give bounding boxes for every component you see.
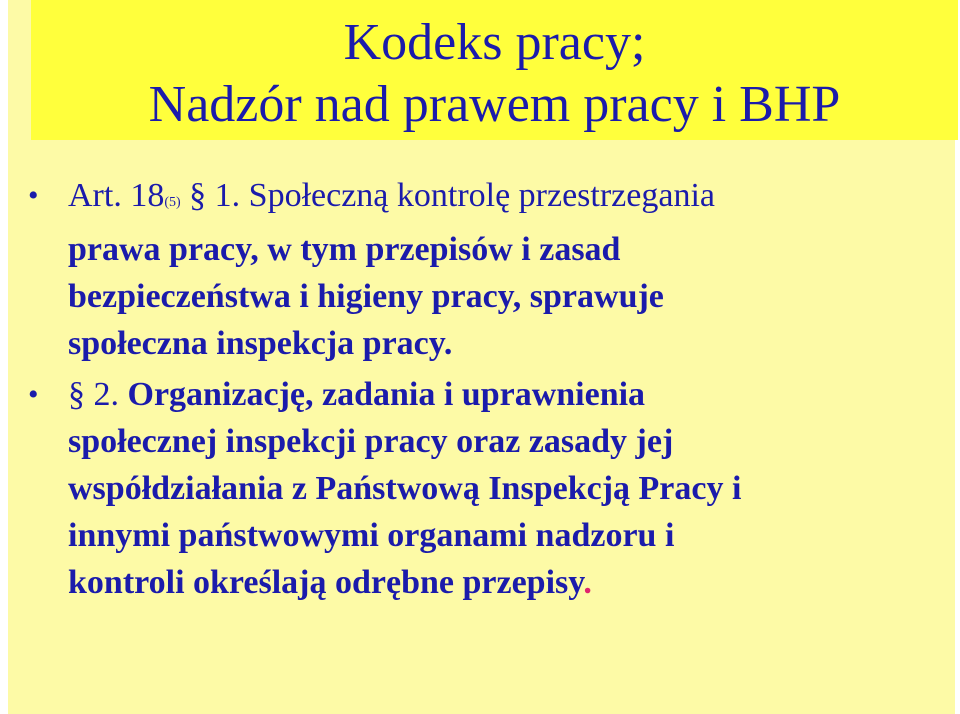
title-line-1: Kodeks pracy; <box>343 14 646 71</box>
slide-content <box>28 172 948 610</box>
bullet-2-line-3: współdziałania z Państwową Inspekcją Pracy i <box>68 470 742 507</box>
bullet-1-line-3: bezpieczeństwa i higieny pracy, sprawuje <box>68 278 664 315</box>
bullet-2-text-1: Organizację, zadania i uprawnienia <box>127 376 646 413</box>
article-superscript: (5) <box>164 195 181 210</box>
bullet-1-line-2: prawa pracy, w tym przepisów i zasad <box>68 231 621 268</box>
bullet-2-line-4: innymi państwowymi organami nadzoru i <box>68 517 675 554</box>
bullet-item-2 <box>28 371 948 606</box>
bullet-1-line-4: społeczna inspekcja pracy. <box>68 325 453 362</box>
slide-title <box>31 0 958 140</box>
slide <box>8 0 955 714</box>
bullet-marker: • <box>28 378 39 411</box>
section-number: § 2. <box>68 376 119 413</box>
title-line-2: Nadzór nad prawem pracy i BHP <box>148 76 841 133</box>
bullet-item-1 <box>28 172 948 367</box>
bullet-1-text-1: Społeczną kontrolę przestrzegania <box>248 177 715 214</box>
bullet-2-line-1 <box>68 371 948 418</box>
bullet-2-line-5 <box>68 559 948 606</box>
article-number: Art. 18 <box>68 177 165 214</box>
bullet-1-line-1 <box>68 172 948 226</box>
bullet-marker: • <box>28 179 39 212</box>
section-number: § 1. <box>189 177 241 214</box>
bullet-2-text-5: kontroli określają odrębne przepisy <box>68 564 584 601</box>
final-period: . <box>583 564 592 601</box>
bullet-2-line-2: społecznej inspekcji pracy oraz zasady jej <box>68 423 674 460</box>
